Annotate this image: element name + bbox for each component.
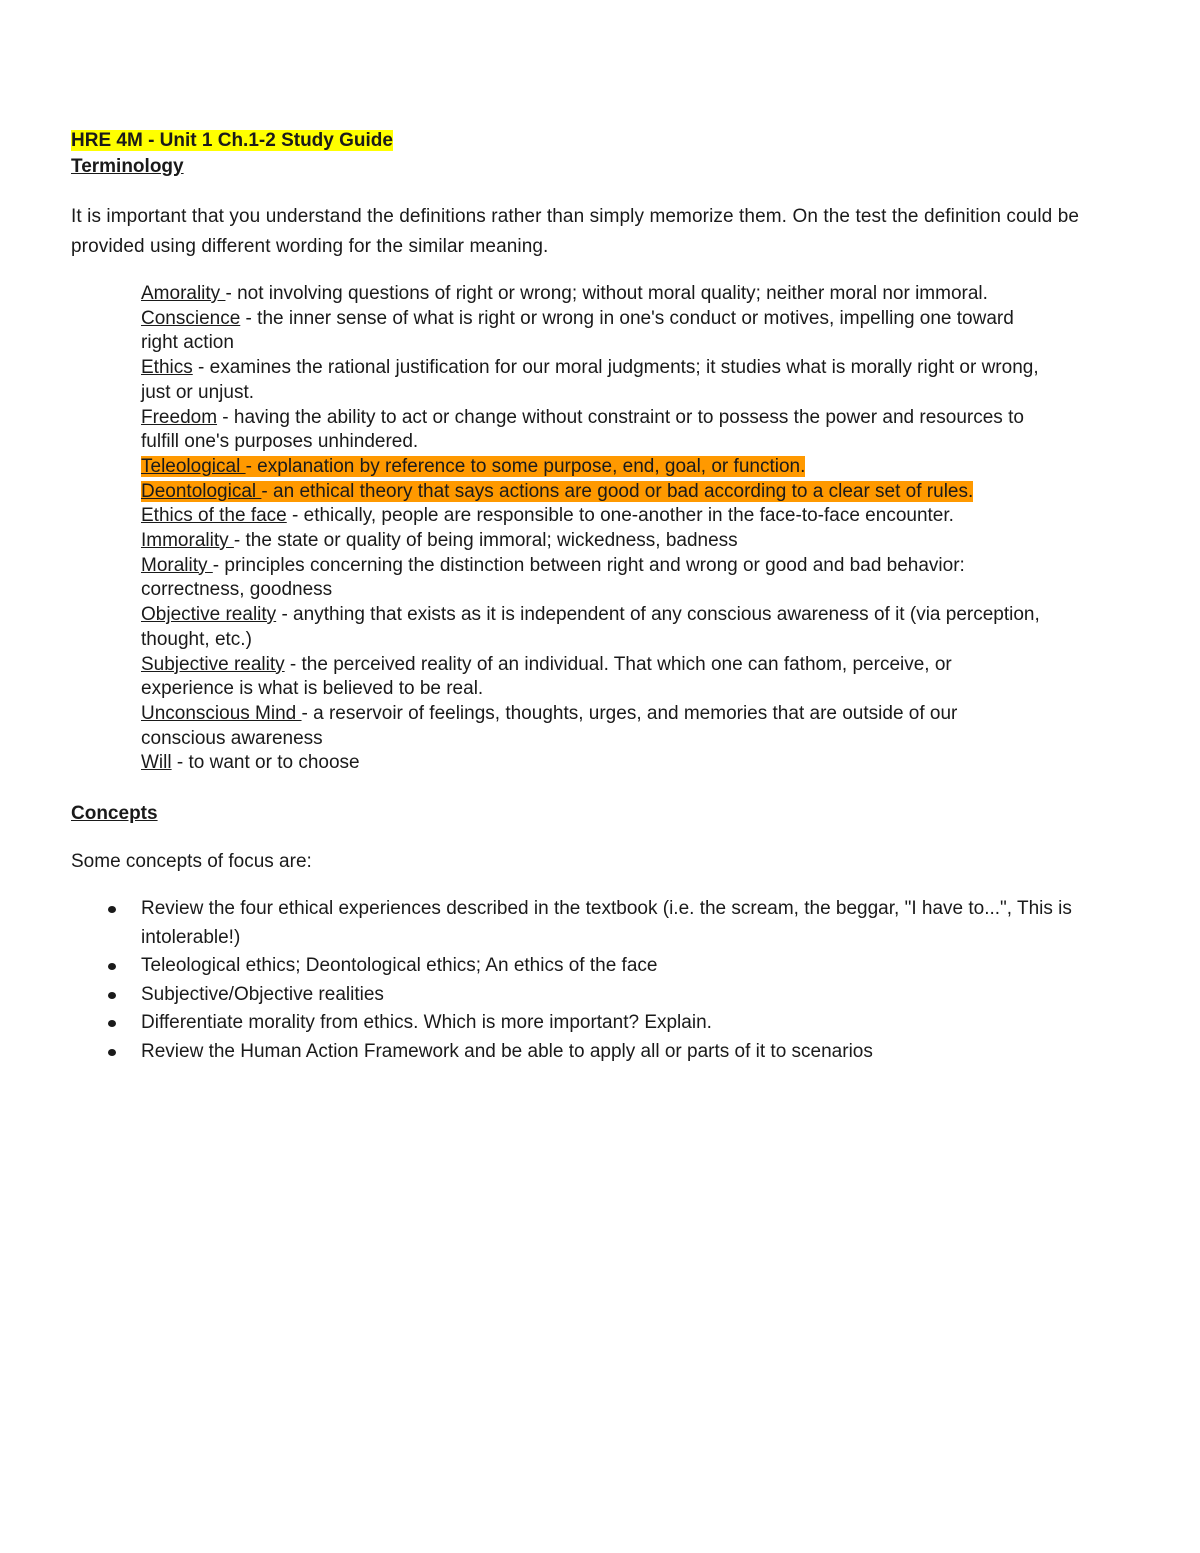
term-definition: - explanation by reference to some purpose, end, goal, or function. (245, 455, 806, 477)
term-item-conscience (141, 307, 1041, 356)
term-definition: - the inner sense of what is right or wrong in one's conduct or motives, impelling one toward right action (141, 307, 1014, 354)
concepts-heading: Concepts (71, 803, 158, 825)
term-item-amorality (141, 282, 1041, 307)
concept-text: Differentiate morality from ethics. Which is more important? Explain. (141, 1012, 712, 1034)
document-title (71, 128, 1131, 154)
term-item-deontological (141, 480, 1041, 505)
term-label: Ethics (141, 357, 193, 379)
term-label: Morality (141, 554, 213, 576)
terminology-heading: Terminology (71, 156, 184, 177)
term-item-freedom (141, 406, 1041, 455)
term-item-teleological (141, 455, 1041, 480)
term-label: Deontological (141, 480, 262, 502)
term-label: Subjective reality (141, 653, 285, 675)
term-definition: - principles concerning the distinction between right and wrong or good and bad behavior: correctness, goodness (141, 554, 965, 601)
term-item-objective-reality (141, 603, 1041, 652)
bullet-icon (108, 906, 116, 913)
document-page (71, 128, 1131, 1066)
list-item (141, 952, 1101, 981)
bullet-icon (108, 992, 116, 999)
term-highlight (141, 456, 805, 477)
term-label: Ethics of the face (141, 505, 287, 527)
list-item (141, 1009, 1101, 1038)
term-label: Unconscious Mind (141, 702, 302, 724)
bullet-icon (108, 1049, 116, 1056)
term-label: Amorality (141, 283, 226, 304)
list-item (141, 981, 1101, 1010)
term-item-subjective-reality (141, 653, 1041, 702)
term-item-morality (141, 554, 1041, 603)
term-label: Conscience (141, 307, 241, 329)
term-definition: - examines the rational justification for our moral judgments; it studies what is morally right or wrong, just or unjust. (141, 357, 1039, 403)
terms-list (141, 282, 1041, 776)
bullet-icon (108, 963, 116, 970)
concept-text: Teleological ethics; Deontological ethics; An ethics of the face (141, 955, 658, 977)
term-item-ethics-of-the-face (141, 504, 1041, 529)
term-item-immorality (141, 529, 1041, 554)
term-definition: - ethically, people are responsible to one-another in the face-to-face encounter. (286, 505, 954, 527)
term-item-ethics (141, 356, 1041, 405)
list-item (141, 895, 1101, 952)
concepts-list (71, 895, 1101, 1066)
concept-text: Review the Human Action Framework and be able to apply all or parts of it to scenarios (141, 1040, 873, 1062)
term-highlight (141, 481, 973, 502)
concept-text: Review the four ethical experiences described in the textbook (i.e. the scream, the beggar, "I have to...", This is intolerable!) (141, 898, 1072, 948)
term-label: Will (141, 752, 172, 774)
term-definition: - a reservoir of feelings, thoughts, urges, and memories that are outside of our conscious awareness (141, 702, 958, 749)
term-definition: - the state or quality of being immoral; wickedness, badness (233, 530, 738, 552)
term-definition: - not involving questions of right or wrong; without moral quality; neither moral nor immoral. (225, 283, 988, 304)
term-label: Immorality (141, 530, 234, 552)
list-item (141, 1038, 1101, 1067)
term-definition: - having the ability to act or change without constraint or to possess the power and resources to fulfill one's purposes unhindered. (141, 406, 1024, 453)
bullet-icon (108, 1020, 116, 1027)
term-label: Freedom (141, 406, 218, 428)
term-definition: - to want or to choose (171, 752, 360, 774)
terminology-intro: It is important that you understand the definitions rather than simply memorize them. On the test the definition could be provided using different wording for the similar meaning. (71, 206, 1080, 257)
term-definition: - anything that exists as it is independent of any conscious awareness of it (via perception, thought, etc.) (141, 604, 1040, 650)
title-highlight: HRE 4M - Unit 1 Ch.1-2 Study Guide (71, 130, 393, 151)
term-definition: - an ethical theory that says actions are good or bad according to a clear set of rules. (261, 480, 974, 502)
concepts-intro: Some concepts of focus are: (71, 851, 312, 873)
term-label: Teleological (141, 455, 246, 477)
term-definition: - the perceived reality of an individual. That which one can fathom, perceive, or experience is what is believed to be real. (141, 653, 952, 700)
term-item-unconscious-mind (141, 702, 1041, 751)
term-label: Objective reality (141, 604, 277, 626)
term-item-will (141, 751, 1041, 776)
concept-text: Subjective/Objective realities (141, 983, 384, 1005)
